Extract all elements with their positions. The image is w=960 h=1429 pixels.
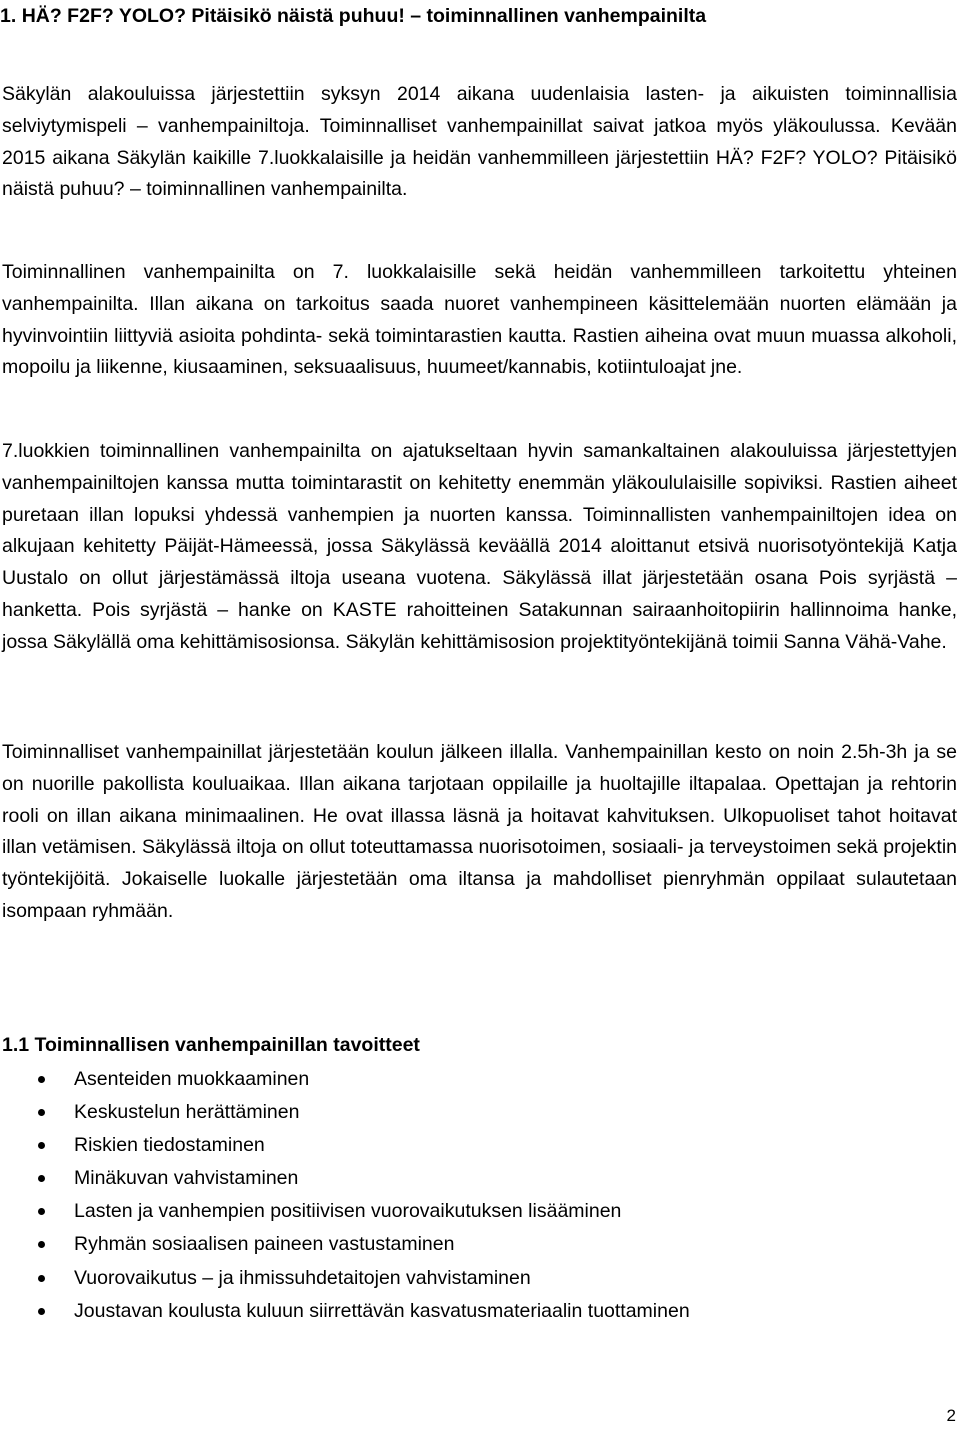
main-heading-number: 1.	[0, 5, 17, 27]
bullet-icon	[38, 1175, 45, 1182]
section-heading-title: Toiminnallisen vanhempainillan tavoitteet	[34, 1034, 420, 1056]
bullet-icon	[38, 1275, 45, 1282]
goal-item	[0, 1195, 955, 1228]
goal-item-text: Keskustelun herättäminen	[74, 1101, 300, 1124]
page-number: 2	[946, 1406, 956, 1425]
bullet-icon	[38, 1076, 45, 1083]
bullet-icon	[38, 1142, 45, 1149]
goal-item	[0, 1129, 955, 1162]
main-heading-title: HÄ? F2F? YOLO? Pitäisikö näistä puhuu! – toiminnallinen vanhempainilta	[21, 5, 707, 27]
section-heading	[2, 1032, 420, 1058]
goal-item	[0, 1295, 955, 1328]
goal-item	[0, 1228, 955, 1261]
paragraph-background: 7.luokkien toiminnallinen vanhempainilta on ajatukseltaan hyvin samankaltainen alakouluissa järjestettyjen vanhempainiltojen kanssa mutta toimintarastit on kehitetty enemmän yläkoululaisille sopiviksi. Rastien aiheet puretaan illan lopuksi yhdessä vanhempien ja nuorten kanssa. Toiminnallisten vanhempainiltojen idea on alkujaan kehitetty Päijät-Hämeessä, jossa Säkylässä keväällä 2014 aloittanut etsivä nuorisotyöntekijä Katja Uustalo on ollut järjestämässä iltoja useana vuotena. Säkylässä illat järjestetään osana Pois syrjästä – hanketta. Pois syrjästä – hanke on KASTE rahoitteinen Satakunnan sairaanhoitopiirin hallinnoima hanke, jossa Säkylällä oma kehittämisosionsa. Säkylän kehittämisosion projektityöntekijänä toimii Sanna Vähä-Vahe.	[2, 440, 957, 653]
section-heading-number: 1.1	[2, 1034, 30, 1056]
paragraph-intro: Säkylän alakouluissa järjestettiin syksyn 2014 aikana uudenlaisia lasten- ja aikuisten toiminnallisia selviytymispeli – vanhempainiltoja. Toiminnalliset vanhempainillat saivat jatkoa myös yläkoulussa. Kevään 2015 aikana Säkylän kaikille 7.luokkalaisille ja heidän vanhemmilleen järjestettiin HÄ? F2F? YOLO? Pitäisikö näistä puhuu? – toiminnallinen vanhempainilta.	[2, 83, 957, 201]
goals-list	[0, 1063, 955, 1328]
main-heading	[0, 3, 958, 29]
goal-item-text: Ryhmän sosiaalisen paineen vastustaminen	[74, 1233, 455, 1256]
bullet-icon	[38, 1109, 45, 1116]
bullet-icon	[38, 1208, 45, 1215]
goal-item-text: Lasten ja vanhempien positiivisen vuorovaikutuksen lisääminen	[74, 1200, 622, 1223]
goal-item	[0, 1262, 955, 1295]
goal-item-text: Minäkuvan vahvistaminen	[74, 1167, 299, 1190]
goal-item-text: Vuorovaikutus – ja ihmissuhdetaitojen vahvistaminen	[74, 1266, 531, 1289]
goal-item-text: Riskien tiedostaminen	[74, 1134, 265, 1157]
paragraph-arrangements: Toiminnalliset vanhempainillat järjestetään koulun jälkeen illalla. Vanhempainillan kesto on noin 2.5h-3h ja se on nuorille pakollista kouluaikaa. Illan aikana tarjotaan oppilaille ja huoltajille iltapalaa. Opettajan ja rehtorin rooli on illan aikana minimaalinen. He ovat illassa läsnä ja hoitavat kahvituksen. Ulkopuoliset tahot hoitavat illan vetämisen. Säkylässä iltoja on ollut toteuttamassa nuorisotoimen, sosiaali- ja terveystoimen sekä projektin työntekijöitä. Jokaiselle luokalle järjestetään oma iltansa ja mahdolliset pienryhmän oppilaat sulautetaan isompaan ryhmään.	[2, 741, 957, 922]
bullet-icon	[38, 1308, 45, 1315]
goal-item	[0, 1162, 955, 1195]
goal-item-text: Asenteiden muokkaaminen	[74, 1068, 310, 1090]
paragraph-description: Toiminnallinen vanhempainilta on 7. luokkalaisille sekä heidän vanhemmilleen tarkoitettu yhteinen vanhempainilta. Illan aikana on tarkoitus saada nuoret vanhempineen käsittelemään nuorten elämään ja hyvinvointiin liittyviä asioita pohdinta- sekä toimintarastien kautta. Rastien aiheina ovat muun muassa alkoholi, mopoilu ja liikenne, kiusaaminen, seksuaalisuus, huumeet/kannabis, kotiintuloajat jne.	[2, 261, 957, 379]
goal-item-text: Joustavan koulusta kuluun siirrettävän kasvatusmateriaalin tuottaminen	[74, 1299, 690, 1322]
goal-item	[0, 1063, 955, 1096]
bullet-icon	[38, 1241, 45, 1248]
goal-item	[0, 1096, 955, 1129]
